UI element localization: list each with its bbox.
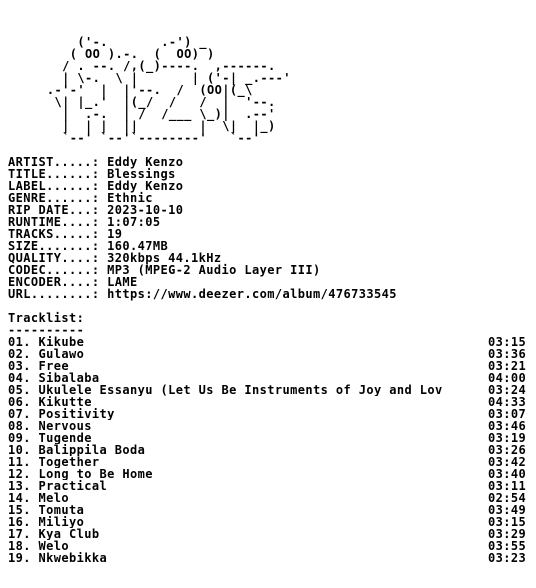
info-key: TITLE......: (8, 167, 100, 181)
track-number: 18. (8, 540, 31, 552)
track-duration: 03:11 (488, 479, 527, 493)
info-value: Eddy Kenzo (107, 179, 184, 193)
info-key: URL........: (8, 287, 100, 301)
track-duration: 03:29 (488, 527, 527, 541)
info-value: Blessings (107, 167, 176, 181)
track-row (8, 336, 536, 348)
track-number: 06. (8, 396, 31, 408)
track-title (8, 492, 464, 504)
info-value: Eddy Kenzo (107, 155, 184, 169)
info-key: QUALITY....: (8, 251, 100, 265)
info-row (8, 288, 536, 300)
track-duration: 03:46 (488, 419, 527, 433)
track-name: Ukulele Essanyu (Let Us Be Instruments of Joy and Lov (38, 384, 443, 396)
track-title (8, 552, 464, 564)
track-title (8, 384, 464, 396)
track-row (8, 420, 536, 432)
track-row (8, 348, 536, 360)
track-duration: 03:19 (488, 431, 527, 445)
track-title (8, 516, 464, 528)
info-key: LABEL......: (8, 179, 100, 193)
track-row (8, 540, 536, 552)
track-duration: 03:24 (488, 383, 527, 397)
track-number: 09. (8, 432, 31, 444)
track-row (8, 372, 536, 384)
info-key: RUNTIME....: (8, 215, 100, 229)
track-name: Free (38, 360, 69, 372)
track-duration: 03:42 (488, 455, 527, 469)
track-name: Long to Be Home (38, 468, 153, 480)
track-title (8, 504, 464, 516)
track-name: Nkwebikka (38, 552, 108, 564)
tracklist-rule: ---------- (8, 323, 85, 337)
track-title (8, 348, 464, 360)
info-value: MP3 (MPEG-2 Audio Layer III) (107, 263, 321, 277)
info-value: 160.47MB (107, 239, 169, 253)
track-number: 17. (8, 528, 31, 540)
track-number: 07. (8, 408, 31, 420)
track-title (8, 468, 464, 480)
info-key: TRACKS.....: (8, 227, 100, 241)
track-row (8, 516, 536, 528)
track-duration: 02:54 (488, 491, 527, 505)
info-key: RIP DATE...: (8, 203, 100, 217)
track-duration: 03:36 (488, 347, 527, 361)
track-number: 11. (8, 456, 31, 468)
track-duration: 03:49 (488, 503, 527, 517)
track-title (8, 336, 464, 348)
track-duration: 03:21 (488, 359, 527, 373)
track-duration: 04:33 (488, 395, 527, 409)
nfo-document (8, 36, 536, 564)
track-row (8, 552, 536, 564)
track-number: 12. (8, 468, 31, 480)
info-value: 320kbps 44.1kHz (107, 251, 222, 265)
track-number: 05. (8, 384, 31, 396)
track-title (8, 480, 464, 492)
track-row (8, 432, 536, 444)
track-name: Nervous (38, 420, 92, 432)
track-name: Sibalaba (38, 372, 100, 384)
track-number: 19. (8, 552, 31, 564)
track-name: Tomuta (38, 504, 85, 516)
track-row (8, 504, 536, 516)
track-number: 16. (8, 516, 31, 528)
track-duration: 03:23 (488, 551, 527, 565)
track-title (8, 420, 464, 432)
track-row (8, 456, 536, 468)
track-name: Kya Club (38, 528, 100, 540)
release-info (8, 156, 536, 300)
track-duration: 04:00 (488, 371, 527, 385)
info-value: LAME (107, 275, 138, 289)
track-row (8, 528, 536, 540)
track-name: Balippila Boda (38, 444, 146, 456)
tracklist (8, 336, 536, 564)
track-title (8, 444, 464, 456)
track-name: Gulawo (38, 348, 85, 360)
track-row (8, 492, 536, 504)
track-row (8, 396, 536, 408)
track-row (8, 444, 536, 456)
track-title (8, 528, 464, 540)
track-number: 13. (8, 480, 31, 492)
track-duration: 03:26 (488, 443, 527, 457)
track-number: 01. (8, 336, 31, 348)
info-value: 1:07:05 (107, 215, 161, 229)
track-name: Melo (38, 492, 69, 504)
track-row (8, 360, 536, 372)
track-duration: 03:40 (488, 467, 527, 481)
tracklist-heading: Tracklist: (8, 311, 85, 325)
track-title (8, 540, 464, 552)
info-value: https://www.deezer.com/album/476733545 (107, 287, 397, 301)
track-title (8, 432, 464, 444)
info-value: 2023-10-10 (107, 203, 184, 217)
track-name: Welo (38, 540, 69, 552)
info-key: SIZE.......: (8, 239, 100, 253)
track-name: Positivity (38, 408, 115, 420)
track-name: Tugende (38, 432, 92, 444)
track-duration: 03:07 (488, 407, 527, 421)
info-value: Ethnic (107, 191, 153, 205)
track-number: 15. (8, 504, 31, 516)
track-title (8, 456, 464, 468)
track-duration: 03:15 (488, 515, 527, 529)
track-name: Kikube (38, 336, 85, 348)
track-row (8, 408, 536, 420)
track-number: 02. (8, 348, 31, 360)
track-number: 08. (8, 420, 31, 432)
ascii-art-logo: ('-. .-') _ ( OO ).-. ( OO) ) / . --. /,(_)----. ,------. | \-. \ | | ('-| _.---' .-'-' | |'--. / (OO|(_\ \| |_.' |(_/ / / | '--. | .-. | / /___ \_)| .--' | | | || | \| |_) `--' `--'`--------' `--' (46, 35, 291, 145)
track-name: Miliyo (38, 516, 85, 528)
track-name: Together (38, 456, 100, 468)
info-key: ENCODER....: (8, 275, 100, 289)
spacer (8, 300, 536, 312)
track-row (8, 384, 536, 396)
info-key: GENRE......: (8, 191, 100, 205)
track-name: Kikutte (38, 396, 92, 408)
track-row (8, 468, 536, 480)
info-key: ARTIST.....: (8, 155, 100, 169)
track-number: 10. (8, 444, 31, 456)
track-row (8, 480, 536, 492)
track-title (8, 372, 464, 384)
track-duration: 03:15 (488, 335, 527, 349)
info-value: 19 (107, 227, 123, 241)
track-number: 14. (8, 492, 31, 504)
info-key: CODEC......: (8, 263, 100, 277)
track-name: Practical (38, 480, 108, 492)
track-title (8, 408, 464, 420)
track-title (8, 396, 464, 408)
track-number: 04. (8, 372, 31, 384)
track-number: 03. (8, 360, 31, 372)
track-title (8, 360, 464, 372)
track-duration: 03:55 (488, 539, 527, 553)
